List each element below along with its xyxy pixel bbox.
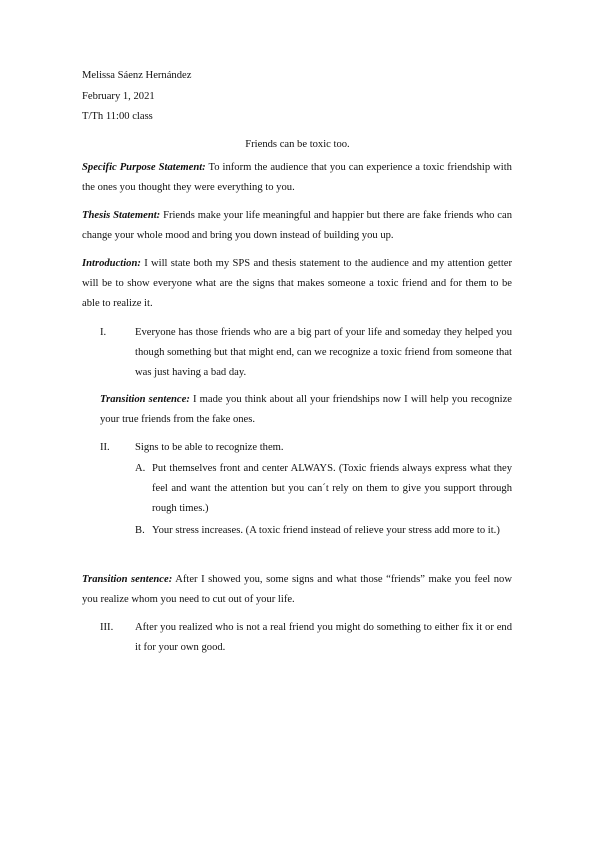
transition-1-label: Transition sentence: bbox=[100, 394, 190, 405]
thesis-paragraph bbox=[82, 206, 512, 246]
document-title: Friends can be toxic too. bbox=[245, 139, 350, 150]
transition-2-label: Transition sentence: bbox=[82, 574, 173, 585]
introduction-label: Introduction: bbox=[82, 258, 141, 269]
point-3-numeral: III. bbox=[100, 622, 114, 633]
point-3-text: After you realized who is not a real friend you might do something to either fix it or end it for your own good. bbox=[135, 622, 512, 653]
subpoint-a-text: Put themselves front and center ALWAYS. (Toxic friends always express what they feel and want the attention but you can´t rely on them to give you support through rough times.) bbox=[152, 463, 512, 514]
transition-1-text: I made you think about all your friendships now I will help you recognize your true friends from the fake ones. bbox=[100, 394, 512, 425]
introduction-text: I will state both my SPS and thesis statement to the audience and my attention getter will be to show everyone what are the signs that makes someone a toxic friend and for them to be able to realize it. bbox=[82, 258, 512, 309]
subpoint-b-text: Your stress increases. (A toxic friend instead of relieve your stress add more to it.) bbox=[152, 525, 500, 536]
transition-2-paragraph bbox=[82, 570, 512, 610]
introduction-paragraph bbox=[82, 254, 512, 314]
author-name: Melissa Sáenz Hernández bbox=[82, 70, 192, 81]
class-info: T/Th 11:00 class bbox=[82, 111, 153, 122]
specific-purpose-text: To inform the audience that you can experience a toxic friendship with the ones you thought they were everything to you. bbox=[82, 162, 512, 193]
subpoint-b-letter: B. bbox=[135, 525, 145, 536]
document-date: February 1, 2021 bbox=[82, 91, 155, 102]
thesis-text: Friends make your life meaningful and happier but there are fake friends who can change your whole mood and bring you down instead of building you up. bbox=[82, 210, 512, 241]
point-2-numeral: II. bbox=[100, 442, 110, 453]
transition-2-text: After I showed you, some signs and what those “friends” make you feel now you realize whom you need to cut out of your life. bbox=[82, 574, 512, 605]
point-1-numeral: I. bbox=[100, 327, 107, 338]
transition-1-paragraph bbox=[100, 390, 512, 430]
specific-purpose-label: Specific Purpose Statement: bbox=[82, 162, 206, 173]
point-2-text: Signs to be able to recognize them. bbox=[135, 442, 284, 453]
specific-purpose-paragraph bbox=[82, 158, 512, 198]
subpoint-a-letter: A. bbox=[135, 463, 146, 474]
point-1-text: Everyone has those friends who are a big part of your life and someday they helped you though something but that might end, can we recognize a toxic friend from someone that was just having a bad day. bbox=[135, 327, 512, 378]
thesis-label: Thesis Statement: bbox=[82, 210, 161, 221]
